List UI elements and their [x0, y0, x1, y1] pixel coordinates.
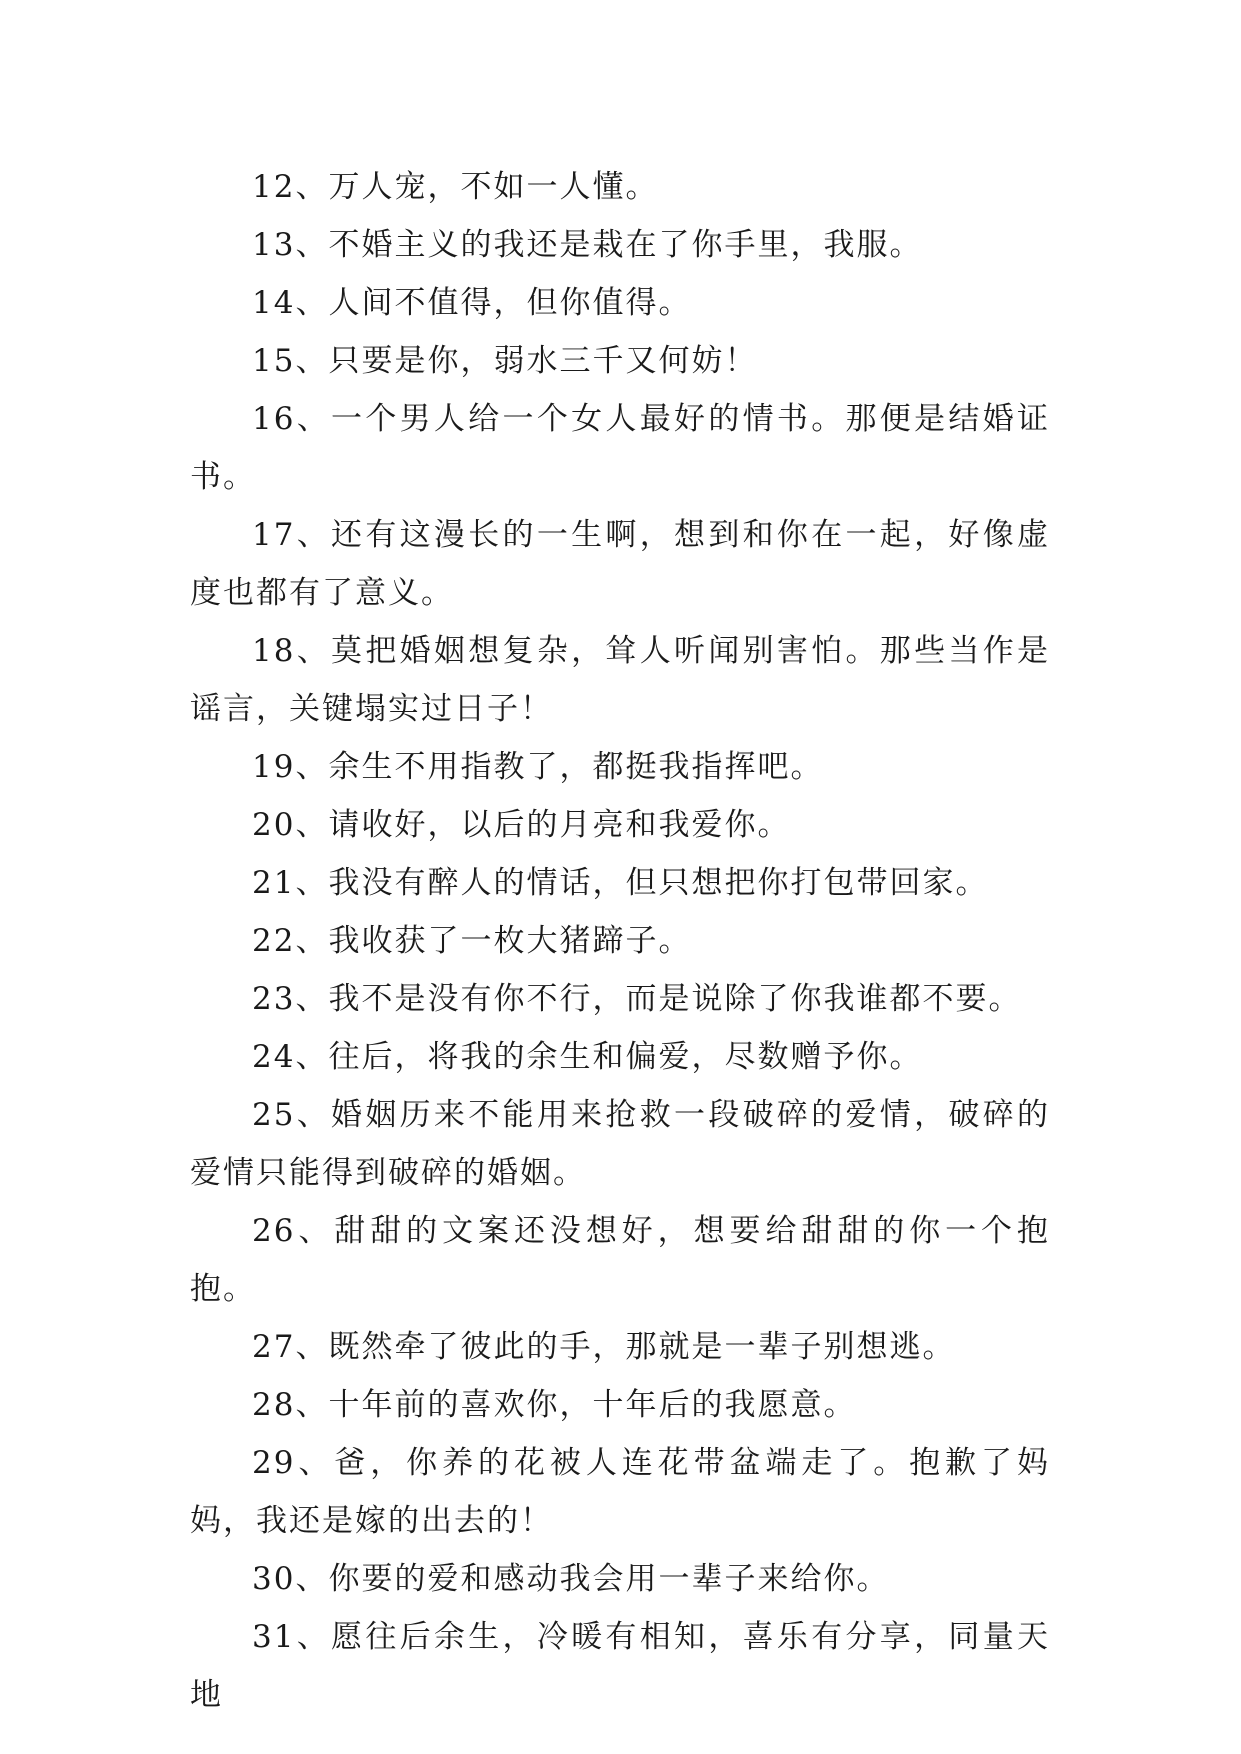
- paragraph-21: 21、我没有醉人的情话，但只想把你打包带回家。: [252, 865, 989, 901]
- paragraph-24: 24、往后，将我的余生和偏爱，尽数赠予你。: [252, 1039, 923, 1075]
- paragraph-31: 31、愿往后余生，冷暖有相知，喜乐有分享，同量天地: [190, 1619, 1050, 1713]
- paragraph-14: 14、人间不值得，但你值得。: [252, 285, 692, 321]
- paragraph-17: 17、还有这漫长的一生啊，想到和你在一起，好像虚度也都有了意义。: [190, 517, 1050, 611]
- document-body: [190, 158, 1050, 1724]
- paragraph-16: 16、一个男人给一个女人最好的情书。那便是结婚证书。: [190, 401, 1050, 495]
- paragraph-29: 29、爸，你养的花被人连花带盆端走了。抱歉了妈妈，我还是嫁的出去的！: [190, 1445, 1050, 1539]
- paragraph-23: 23、我不是没有你不行，而是说除了你我谁都不要。: [252, 981, 1022, 1017]
- paragraph-26: 26、甜甜的文案还没想好，想要给甜甜的你一个抱抱。: [190, 1213, 1050, 1307]
- paragraph-20: 20、请收好，以后的月亮和我爱你。: [252, 807, 791, 843]
- paragraph-19: 19、余生不用指教了，都挺我指挥吧。: [252, 749, 824, 785]
- paragraph-28: 28、十年前的喜欢你，十年后的我愿意。: [252, 1387, 857, 1423]
- paragraph-22: 22、我收获了一枚大猪蹄子。: [252, 923, 692, 959]
- paragraph-13: 13、不婚主义的我还是栽在了你手里，我服。: [252, 227, 923, 263]
- paragraph-27: 27、既然牵了彼此的手，那就是一辈子别想逃。: [252, 1329, 956, 1365]
- paragraph-15: 15、只要是你，弱水三千又何妨！: [252, 343, 758, 379]
- paragraph-12: 12、万人宠，不如一人懂。: [252, 169, 659, 205]
- paragraph-30: 30、你要的爱和感动我会用一辈子来给你。: [252, 1561, 890, 1597]
- paragraph-25: 25、婚姻历来不能用来抢救一段破碎的爱情，破碎的爱情只能得到破碎的婚姻。: [190, 1097, 1050, 1191]
- paragraph-18: 18、莫把婚姻想复杂，耸人听闻别害怕。那些当作是谣言，关键塌实过日子！: [190, 633, 1050, 727]
